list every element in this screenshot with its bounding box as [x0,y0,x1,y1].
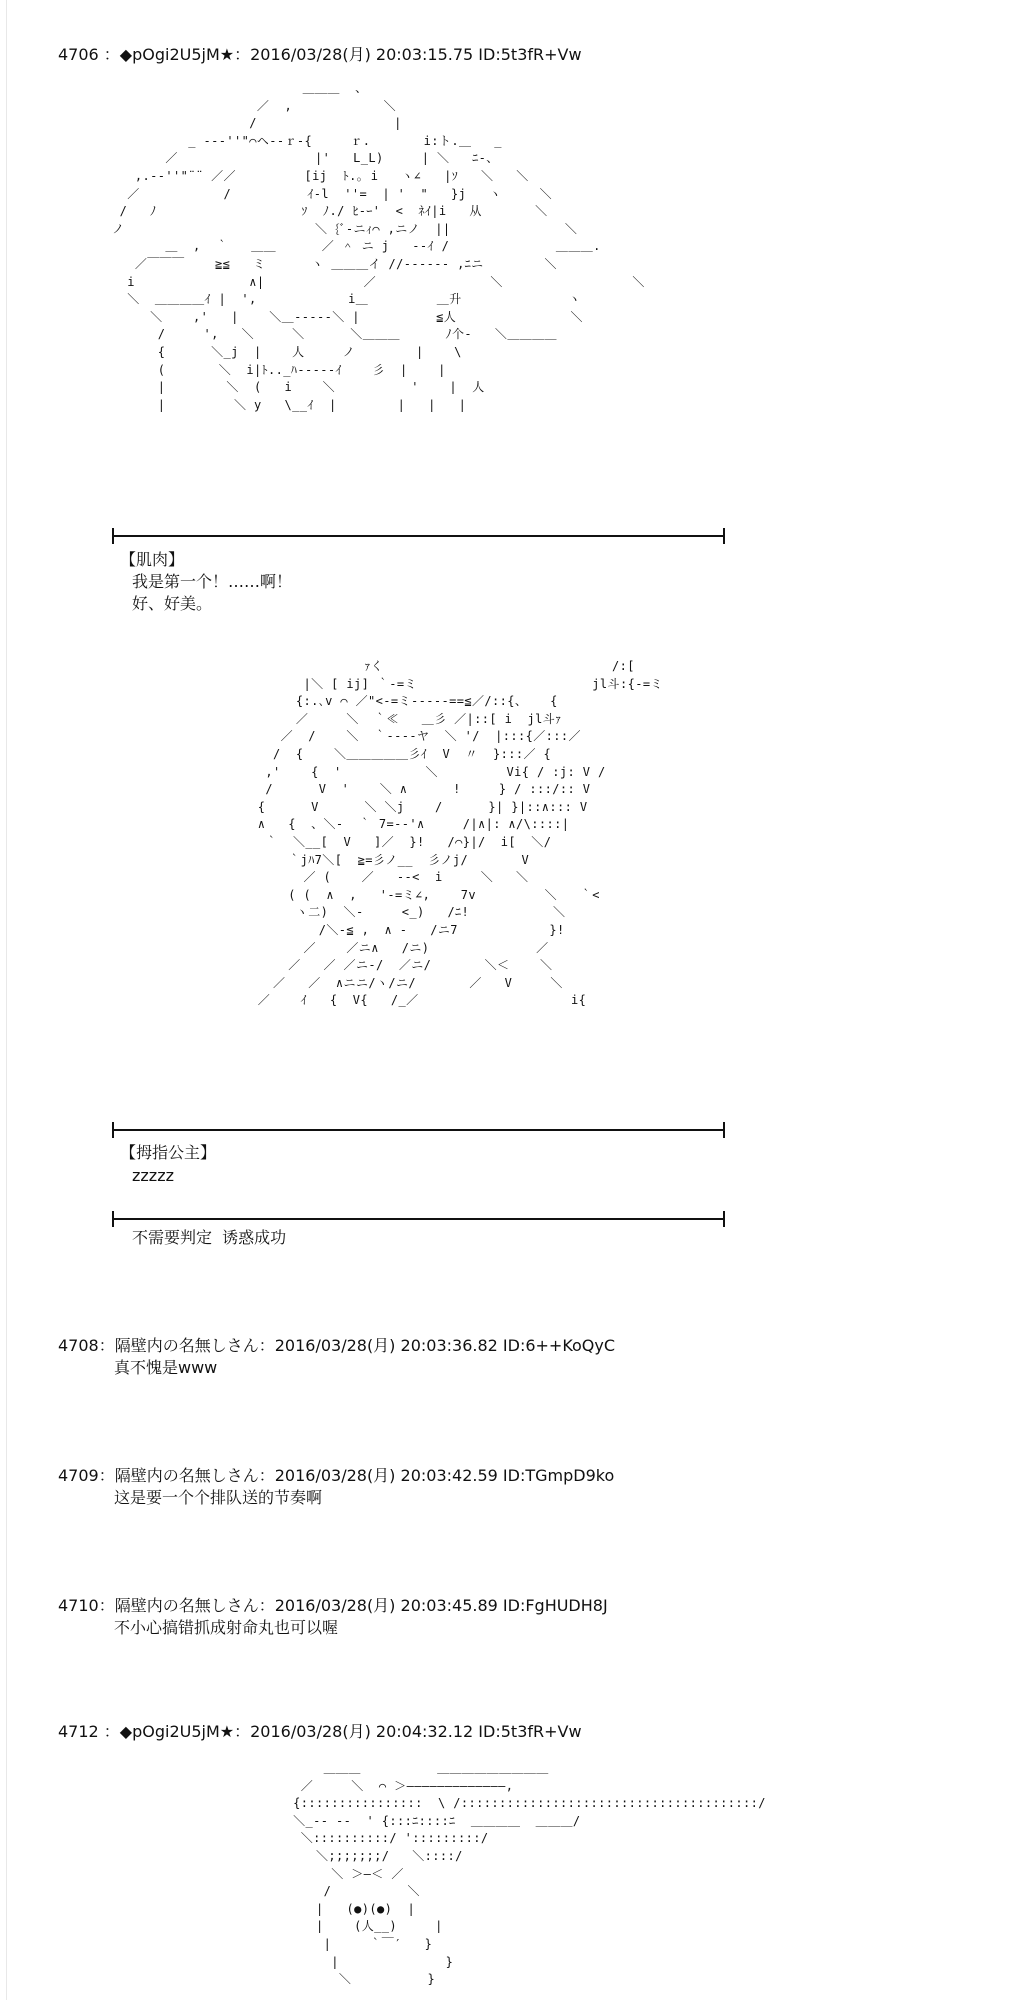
post-header-4709: 4709：隔壁内の名無しさん：2016/03/28(月) 20:03:42.59 ID:TGmpD9ko [58,1466,615,1485]
speaker-label-thumb-princess: 【拇指公主】 [120,1143,217,1162]
dialogue-line-1: 我是第一个！……啊！ [132,572,293,591]
ascii-art-thumb-princess: ｧく /:[ |＼ [ ij] ｀‐=ミ jl斗:{‐=ミ {:.､v ⌒ ／"<‐=ミ‐‐‐‐‐==≦／/::{、 { ／ ＼ ｀≪ ＿彡 ／|::[ i jl斗ｧ ／ / ＼ ｀‐‐‐‐ヤ ＼ '/ |:::{／:::／ / { ＼＿＿＿＿＿彡ｲ V 〃 }:::／ { ,' { ' ＼ Vi{ / :j: V / / V ' ＼ ∧ ! } / :::/:: V { V ＼ ＼j / }| }|::∧::: V ∧ { 、＼‐ ｀ 7=‐‐'∧ /|∧|: ∧/\::::| ｀ ＼__[ V ]／ }! /⌒}|/ i[ ＼/ ｀jﾊ7＼[ ≧=彡ノ__ 彡ノj/ V ／ ( ／ ‐-< i ＼ ＼ ( ( ∧ , '‐=ミ∠, 7v ＼ ｀< ヽ二) ＼‐ <_) /ﾆ! ＼ /＼‐≦ , ∧ ‐ /ニ7 }! ／ ／ニ∧ /ニ) ／ ／ ／ ／ニ‐/ ／ニ/ ＼＜ ＼ ／ ／ ∧ニニ/ヽ/ニ/ ／ V ＼ ／ ｲ { V{ /_／ i{ [257,659,663,1008]
ascii-art-muscle-man: ＿＿＿ 、 ／ , ＼ / | _ -‐‐''"⌒ヘ-‐ｒ‐{ ｒ. i:ト.＿ _ ／ |' L_L) | ＼ ﾆ‐、 ,.-‐''"¨¨ ／／ [ij ﾄ.｡ i ヽ∠ |ｿ ＼ ＼ ／ / ｲ-l ''= | ' " }j ヽ ＼ / ﾉ ｿ ﾉ./ ﾋ-ｰ' < ﾈｲ|i 从 ＼ ノ ＼ {ﾞ‐ニｨ⌒ ,ニノ || ＼ ＿ , ｀ ＿＿ ／ ＾ ニ j ‐-ｲ / ＿＿＿. ／￣￣￣ ≧≦ ミ ヽ ＿＿＿イ //‐‐‐‐‐‐ ,ﾆニ ＼ i ∧| ／ ＼ ＼ ＼ ＿＿＿＿ｲ | ', i＿ ＿升 ヽ ＼ ,' | ＼＿-‐‐‐‐＼ | ≦人 ＼ / ', ＼ ＼ ＼＿＿＿ ﾉ个- ＼＿＿＿＿ { ＼_j | 人 ノ | \ ( ＼ i|ﾄ.._ﾊ‐‐‐‐‐ｲ 彡 | | | ＼ ( i ＼ ' | 人 | ＼ y \__ｲ | | | | [112,81,645,412]
page-left-edge [6,0,7,2000]
separator-rule [112,535,725,537]
post-body-4708: 真不愧是www [114,1358,218,1377]
dialogue-line-2: 好、好美。 [132,594,213,613]
dialogue-line-zzzzz: zzzzz [132,1166,174,1185]
judgement-note: 不需要判定 诱惑成功 [132,1228,287,1247]
ascii-art-gun-character: ＿＿＿ ＿＿＿＿＿＿＿＿＿ ／ ＼ ⌒ ＞―――――――――――――, {:::::::::::::::: \ /:::::::::::::::::::::::::::::::::::::::/ ＼_‐‐ -- ' {:::ﾆ::::ﾆ ＿＿＿＿ ＿＿＿/ ＼::::::::::/ ':::::::::/ ＼;;;;;;;/ ＼::::/ ＼ ＞―＜ ／ / ＼ | (●)(●) | | (人__) | | ｀￣′ } | } ＼ } [293,1761,766,1987]
separator-rule [112,1218,725,1220]
post-header-4706: 4706 ：◆pOgi2U5jM★：2016/03/28(月) 20:03:15.75 ID:5t3fR+Vw [58,45,582,64]
speaker-label-muscle: 【肌肉】 [120,550,185,569]
post-header-4710: 4710：隔壁内の名無しさん：2016/03/28(月) 20:03:45.89 ID:FgHUDH8J [58,1596,608,1615]
post-body-4709: 这是要一个个排队送的节奏啊 [114,1488,323,1507]
post-header-4708: 4708：隔壁内の名無しさん：2016/03/28(月) 20:03:36.82 ID:6++KoQyC [58,1336,616,1355]
post-body-4710: 不小心搞错抓成射命丸也可以喔 [114,1618,339,1637]
separator-rule [112,1129,725,1131]
post-header-4712: 4712 ：◆pOgi2U5jM★：2016/03/28(月) 20:04:32.12 ID:5t3fR+Vw [58,1722,582,1741]
